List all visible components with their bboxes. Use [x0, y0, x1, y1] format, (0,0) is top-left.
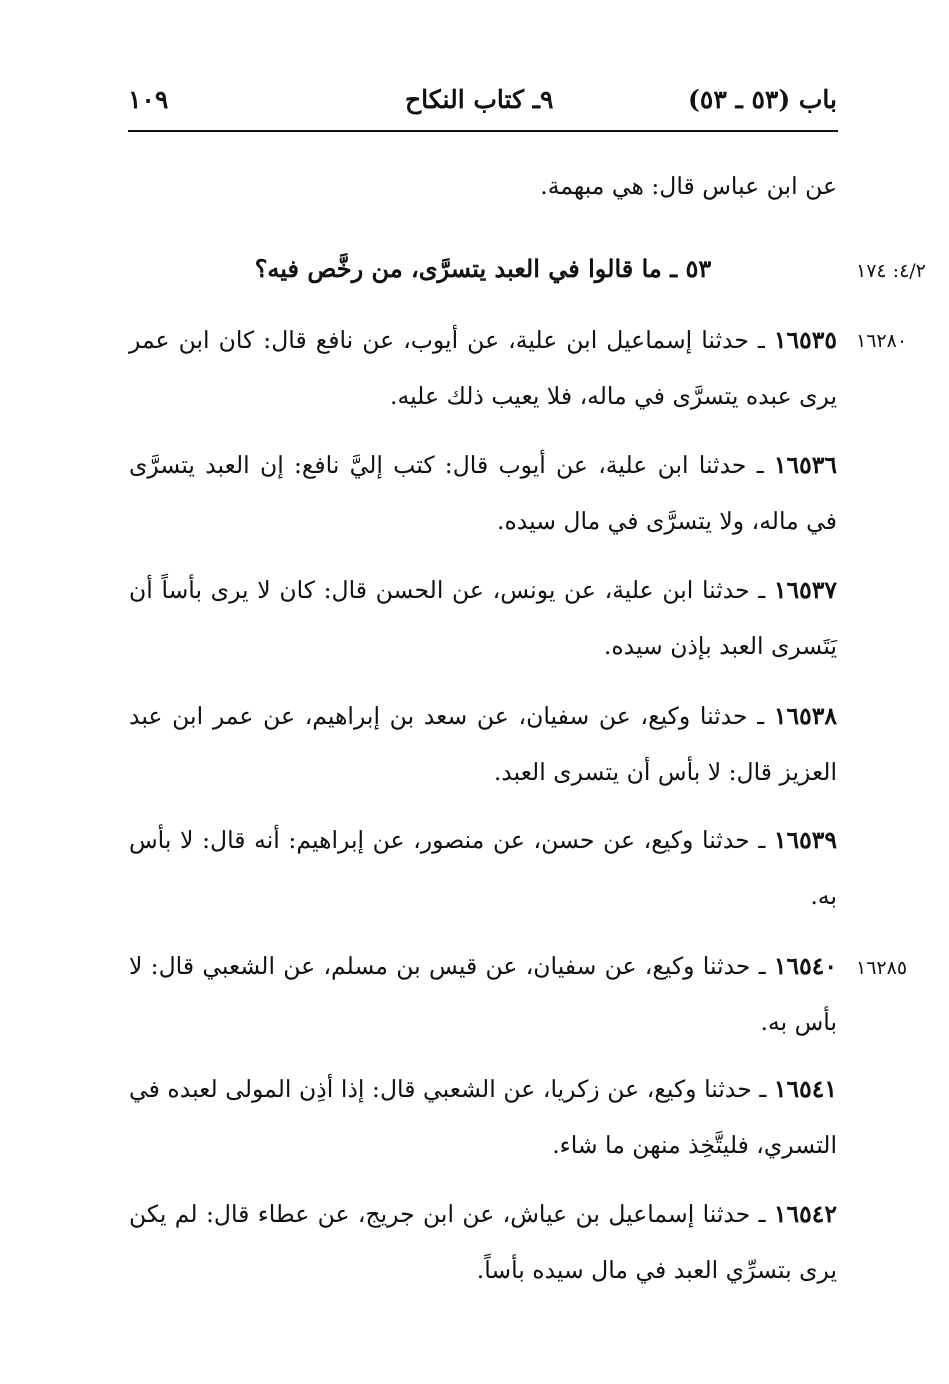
- intro-line: عن ابن عباس قال: هي مبهمة.: [540, 172, 837, 200]
- hadith-text: ـ حدثنا إسماعيل ابن علية، عن أيوب، عن نافع قال: كان ابن عمر يرى عبده يتسرَّى في ماله، فلا يعيب ذلك عليه.: [129, 326, 837, 410]
- hadith-entry: [129, 812, 837, 924]
- hadith-number: ١٦٥٤٠: [773, 952, 837, 980]
- hadith-entry: [129, 312, 837, 424]
- hadith-number: ١٦٥٣٨: [773, 702, 837, 730]
- hadith-text: ـ حدثنا وكيع، عن زكريا، عن الشعبي قال: إذا أذِن المولى لعبده في التسري، فليتَّخِذ منهن ما شاء.: [129, 1075, 837, 1159]
- hadith-text: ـ حدثنا وكيع، عن حسن، عن منصور، عن إبراهيم: أنه قال: لا بأس به.: [129, 826, 837, 910]
- hadith-number: ١٦٥٣٧: [773, 576, 837, 604]
- hadith-number: ١٦٥٣٩: [773, 826, 837, 854]
- section-margin-reference: ٤/٢: ١٧٤: [856, 260, 926, 282]
- hadith-entry: [129, 688, 837, 800]
- hadith-number: ١٦٥٤١: [773, 1075, 837, 1103]
- hadith-margin-reference: ١٦٢٨٠: [856, 330, 908, 352]
- hadith-entry: [129, 437, 837, 549]
- hadith-text: ـ حدثنا إسماعيل بن عياش، عن ابن جريج، عن عطاء قال: لم يكن يرى بتسرِّي العبد في مال سيده بأساً.: [129, 1200, 837, 1284]
- hadith-entry: [129, 1186, 837, 1298]
- hadith-entry: [129, 1061, 837, 1173]
- page-number: ١٠٩: [128, 85, 169, 114]
- running-header-chapter: باب (٥٣ ـ ٥٣): [688, 85, 837, 114]
- hadith-number: ١٦٥٤٢: [773, 1200, 837, 1228]
- hadith-margin-reference: ١٦٢٨٥: [856, 957, 908, 979]
- hadith-number: ١٦٥٣٥: [773, 326, 837, 354]
- hadith-entry: [129, 562, 837, 674]
- hadith-text: ـ حدثنا ابن علية، عن يونس، عن الحسن قال: كان لا يرى بأساً أن يَتَسرى العبد بإذن سيده.: [129, 576, 837, 660]
- section-heading: ٥٣ ـ ما قالوا في العبد يتسرَّى، من رخَّص فيه؟: [254, 254, 712, 283]
- hadith-number: ١٦٥٣٦: [773, 451, 837, 479]
- hadith-entry: [129, 938, 837, 1050]
- hadith-text: ـ حدثنا وكيع، عن سفيان، عن قيس بن مسلم، عن الشعبي قال: لا بأس به.: [129, 952, 837, 1036]
- hadith-text: ـ حدثنا ابن علية، عن أيوب قال: كتب إليَّ نافع: إن العبد يتسرَّى في ماله، ولا يتسرَّى في مال سيده.: [129, 451, 837, 535]
- running-header-book-title: ٩ـ كتاب النكاح: [405, 85, 554, 114]
- header-rule: [128, 130, 838, 132]
- hadith-text: ـ حدثنا وكيع، عن سفيان، عن سعد بن إبراهيم، عن عمر ابن عبد العزيز قال: لا بأس أن يتسرى العبد.: [129, 702, 837, 786]
